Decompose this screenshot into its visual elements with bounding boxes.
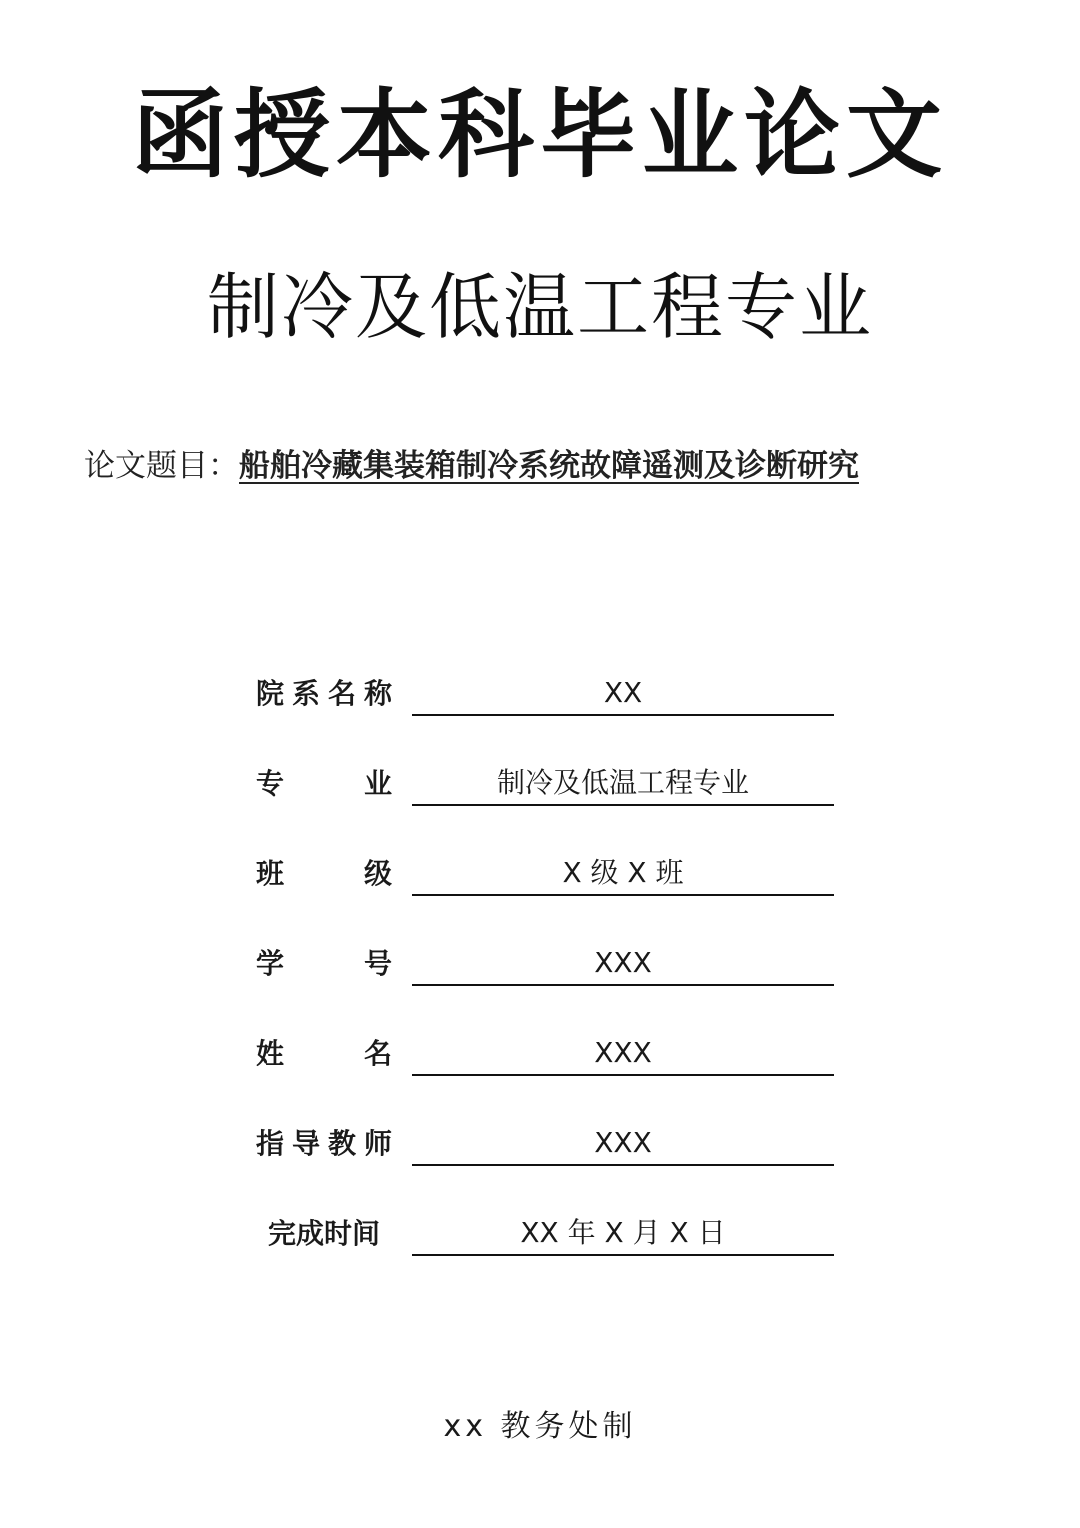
thesis-title-row — [84, 440, 1004, 492]
field-row-department — [256, 660, 836, 750]
field-label-name: 姓 名 — [256, 1037, 392, 1070]
field-row-name — [256, 1020, 836, 1110]
field-value-name: XXX — [412, 1020, 834, 1076]
thesis-title-value: 船舶冷藏集装箱制冷系统故障遥测及诊断研究 — [239, 448, 859, 484]
field-label-completion-date: 完成时间 — [267, 1217, 380, 1250]
field-value-student-id: XXX — [412, 930, 834, 986]
field-value-class: X 级 X 班 — [412, 840, 834, 896]
field-row-major — [256, 750, 836, 840]
field-row-class — [256, 840, 836, 930]
field-row-student-id — [256, 930, 836, 1020]
info-form — [256, 660, 836, 1290]
major-heading: 制冷及低温工程专业 — [206, 265, 873, 349]
field-label-department: 院 系 名 称 — [256, 677, 392, 710]
field-label-advisor: 指 导 教 师 — [256, 1127, 392, 1160]
field-value-department: XX — [412, 660, 834, 716]
field-label-student-id: 学 号 — [256, 947, 392, 980]
field-value-major: 制冷及低温工程专业 — [412, 750, 834, 806]
field-label-major: 专 业 — [256, 767, 392, 800]
field-row-completion-date — [256, 1200, 836, 1290]
page-title: 函授本科毕业论文 — [132, 78, 948, 191]
field-value-completion-date: XX 年 X 月 X 日 — [412, 1200, 834, 1256]
issuer-footer: xx 教务处制 — [443, 1409, 637, 1444]
field-label-class: 班 级 — [256, 857, 392, 890]
thesis-title-label: 论文题目： — [84, 448, 239, 484]
field-row-advisor — [256, 1110, 836, 1200]
field-value-advisor: XXX — [412, 1110, 834, 1166]
